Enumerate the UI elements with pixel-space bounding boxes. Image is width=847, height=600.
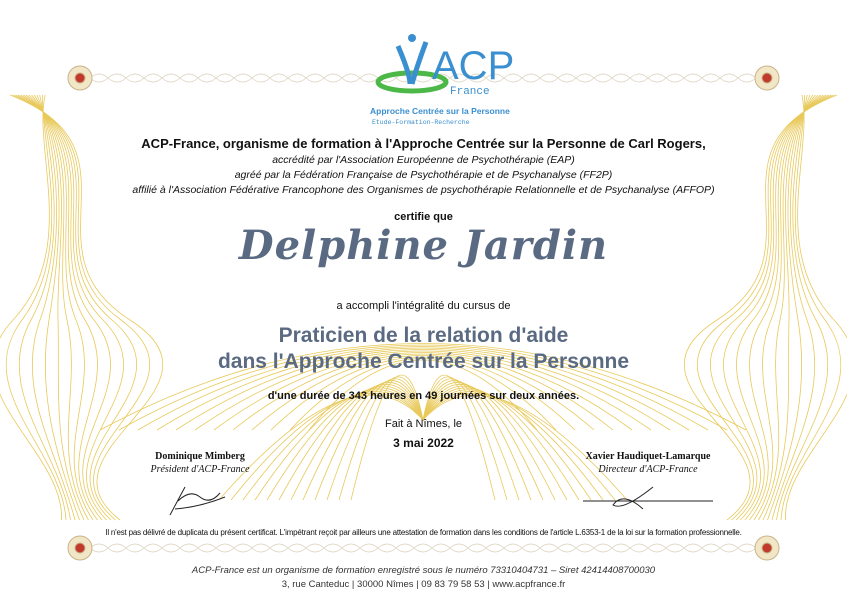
course-title-1: Praticien de la relation d'aide: [278, 324, 569, 347]
signatory-name: Xavier Haudiquet-Lamarque: [585, 451, 711, 462]
svg-text:ACP: ACP: [432, 44, 515, 88]
accreditation-eap: accrédité par l'Association Européenne de Psychothérapie (EAP): [272, 154, 575, 166]
signatory-president: [120, 451, 280, 522]
accreditation-affop: affilié à l'Association Fédérative Francophone des Organismes de psychothérapie Relationnelle et de Psychanalyse (AFFOP): [132, 184, 715, 196]
accreditation-ff2p: agréé par la Fédération Française de Psychothérapie et de Psychanalyse (FF2P): [234, 169, 613, 181]
svg-text:Etude-Formation-Recherche: Etude-Formation-Recherche: [372, 119, 470, 126]
svg-text:Approche Centrée sur la Person: Approche Centrée sur la Personne: [370, 106, 510, 116]
course-title-2: dans l'Approche Centrée sur la Personne: [217, 350, 630, 373]
accompli-text: a accompli l'intégralité du cursus de: [336, 300, 511, 312]
signatory-role: Directeur d'ACP-France: [598, 464, 698, 475]
signatory-role: Président d'ACP-France: [150, 464, 250, 475]
recipient-name: Delphine Jardin: [238, 222, 609, 269]
signature: [573, 481, 723, 517]
header-line: ACP-France, organisme de formation à l'Approche Centrée sur la Personne de Carl Rogers,: [141, 136, 706, 151]
acp-logo: [370, 24, 515, 134]
certifie-que: certifie que: [394, 211, 453, 223]
duration: d'une durée de 343 heures en 49 journées sur deux années.: [267, 390, 580, 402]
svg-text:France: France: [450, 86, 490, 98]
signature: [160, 479, 240, 519]
date: 3 mai 2022: [393, 436, 454, 450]
legal-notice: Il n'est pas délivré de duplicata du présent certificat. L'impétrant reçoit par ailleurs une attestation de formation dans les conditions de l'article L.6353-1 de la loi sur la formation professionnelle.: [105, 528, 742, 537]
footer-address: 3, rue Canteduc | 30000 Nîmes | 09 83 79 58 53 | www.acpfrance.fr: [281, 579, 566, 590]
place: Fait à Nîmes, le: [384, 418, 463, 430]
signatory-name: Dominique Mimberg: [155, 451, 245, 462]
footer-registration: ACP-France est un organisme de formation enregistré sous le numéro 73310404731 – Siret 42414408700030: [191, 565, 656, 576]
signatory-director: [568, 451, 728, 520]
